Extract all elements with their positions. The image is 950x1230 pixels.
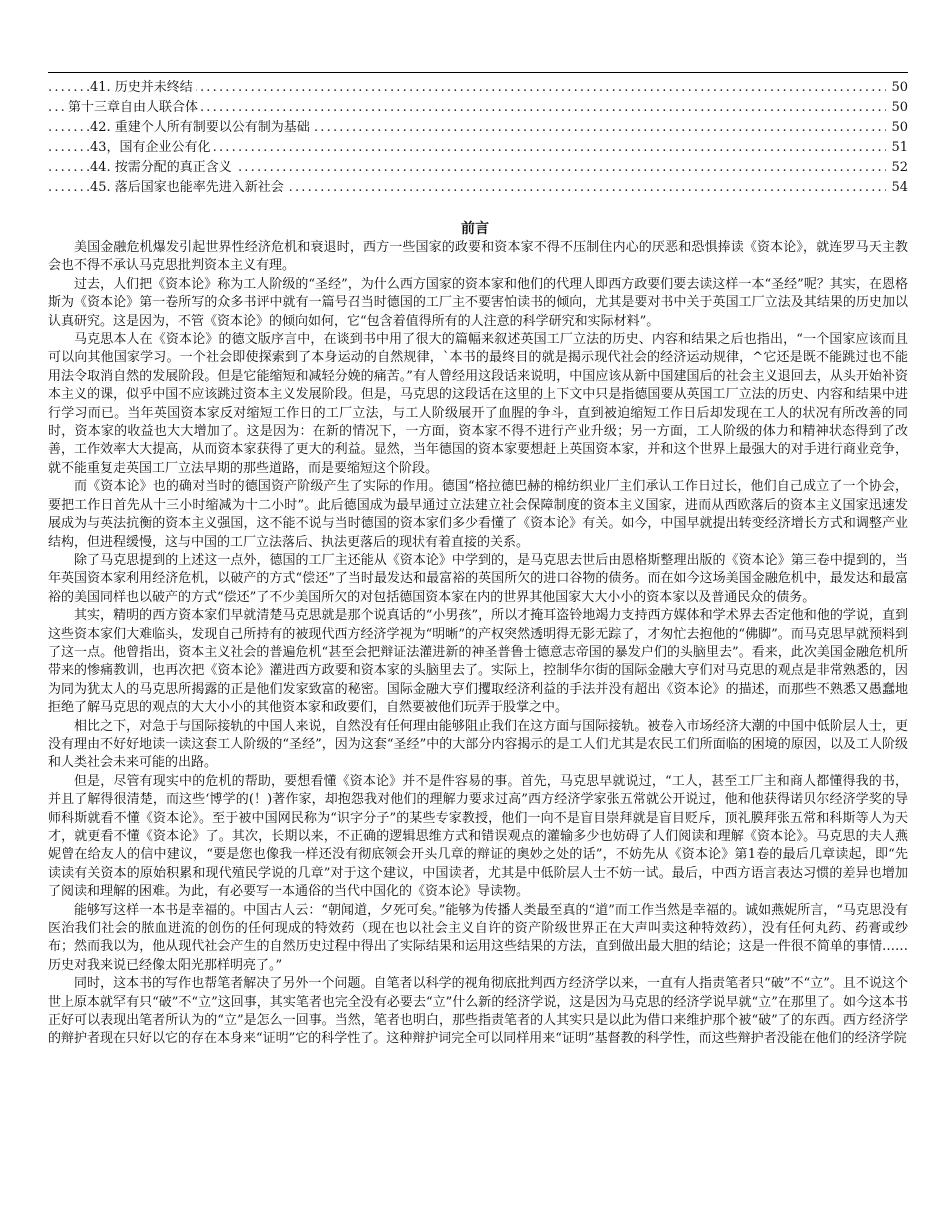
toc-entry-title: 41. 历史并未终结 xyxy=(90,78,196,98)
paragraph: 但是，尽管有现实中的危机的帮助，要想看懂《资本论》并不是件容易的事。首先，马克思早就说过，“工人，甚至工厂主和商人都懂得我的书，并且了解得很清楚，而这些‘博学的(！)著作家，却抱怨我对他们的理解力要求过高”西方经济学家张五常就公开说过，他和他获得诺贝尔经济学奖的导师科斯就看不懂《资本论》。至于被中国网民称为“识字分子”的某些专家教授，他们一向不是盲目崇拜就是盲目贬斥，顶礼膜拜张五常和科斯等人为天才，就更看不懂《资本论》了。其次，长期以来，不正确的逻辑思维方式和错误观点的灌输多少也妨碍了人们阅读和理解《资本论》。马克思的夫人燕妮曾在给友人的信中建议，“要是您也像我一样还没有彻底领会开头几章的辩证的奥妙之处的话”，不妨先从《资本论》第1卷的最后几章读起，即“先读读有关资本的原始积累和现代殖民学说的几章”对于这个建议，中国读者，尤其是中低阶层人士不妨一试。最后，中西方语言表达习惯的差异也增加了阅读和理解的困难。为此，有必要写一本通俗的当代中国化的《资本论》导读物。 xyxy=(48,773,908,900)
preface-body xyxy=(48,239,908,1049)
toc-entry-title: 第十三章自由人联合体 xyxy=(68,98,201,118)
paragraph: 而《资本论》也的确对当时的德国资产阶级产生了实际的作用。德国“格拉德巴赫的棉纺织业厂主们承认工作日过长，他们自己成立了一个协会，要把工作日首先从十三小时缩减为十二小时”。此后德国成为最早通过立法建立社会保障制度的资本主义国家，进而从西欧落后的资本主义国家迅速发展成为与英法抗衡的资本主义强国，这不能不说与当时德国的资本家们多少看懂了《资本论》有关。如今，中国早就提出转变经济增长方式和调整产业结构，但进程缓慢，这与中国的工厂立法落后、执法更落后的现状有着直接的关系。 xyxy=(48,479,908,550)
toc-entry[interactable] xyxy=(48,138,908,158)
toc-entry-page: 52 xyxy=(889,158,908,178)
toc-entry-title: 43，国有企业公有化 xyxy=(90,138,214,158)
toc-entry-page: 50 xyxy=(889,98,908,118)
toc-entry-page: 50 xyxy=(889,118,908,138)
toc-entry-title: 45. 落后国家也能率先进入新社会 xyxy=(90,178,287,198)
table-of-contents xyxy=(48,78,908,198)
toc-entry[interactable] xyxy=(48,178,908,198)
paragraph: 能够写这样一本书是幸福的。中国古人云：“朝闻道，夕死可矣。”能够为传播人类最至真的“道”而工作当然是幸福的。诚如燕妮所言，“马克思没有医治我们社会的脓血迸流的创伤的任何现成的特效药（现在也以社会主义自许的资产阶级世界正在大声叫卖这种特效药），没有任何丸药、药膏或纱布；然而我以为，他从现代社会产生的自然历史过程中得出了实际结果和运用这些结果的方法，直到做出最大胆的结论；这是一件很不简单的事情……历史对我来说已经像太阳光那样明亮了。” xyxy=(48,902,908,973)
toc-entry[interactable] xyxy=(48,118,908,138)
toc-entry[interactable] xyxy=(48,158,908,178)
paragraph: 马克思本人在《资本论》的德文版序言中，在谈到书中用了很大的篇幅来叙述英国工厂立法的历史、内容和结果之后也指出，“一个国家应该而且可以向其他国家学习。一个社会即使探索到了本身运动的自然规律，`本书的最终目的就是揭示现代社会的经济运动规律，^它还是既不能跳过也不能用法令取消自然的发展阶段。但是它能缩短和减轻分娩的痛苦。”有人曾经用这段话来说明，中国应该从新中国建国后的社会主义退回去，从头开始补资本主义的课，似乎中国不应该跳过资本主义发展阶段。但是，马克思的这段话在这里的上下文中只是指德国要从英国工厂立法的历史、内容和结果中进行学习而已。当年英国资本家反对缩短工作日的工厂立法，与工人阶级展开了血腥的争斗，直到被迫缩短工作日后却发现在工人的状况有所改善的同时，资本家的收益也大大增加了。这是因为：在新的情况下，一方面，资本家不得不进行产业升级；另一方面，工人阶级的体力和精神状态得到了改善，工作效率大大提高，从而资本家获得了更大的利益。显然，当年德国的资本家要想赶上英国资本家，并和这个世界上最强大的对手进行商业竞争，就不能重复走英国工厂立法早期的那些道路，而是要缩短这个阶段。 xyxy=(48,332,908,476)
section-title: 前言 xyxy=(461,221,489,237)
paragraph: 其实，精明的西方资本家们早就清楚马克思就是那个说真话的“小男孩”，所以才掩耳盗铃地竭力支持西方媒体和学术界去否定他和他的学说，直到这些资本家们大难临头，发现自己所持有的被现代西方经济学视为“明晰”的产权突然透明得无影无踪了，才匆忙去抱他的“佛脚”。而马克思早就预料到了这一点。他曾指出，资本主义社会的普遍危机“甚至会把辩证法灌进新的神圣普鲁士德意志帝国的暴发户们的头脑里去”。看来，此次美国金融危机所带来的惨痛教训，也再次把《资本论》灌进西方政要和资本家的头脑里去了。实际上，控制华尔街的国际金融大亨们对马克思的观点是非常熟悉的，因为同为犹太人的马克思所揭露的正是他们发家致富的秘密。国际金融大亨们攫取经济利益的手法并没有超出《资本论》的描述，而那些不熟悉又愚蠢地拒绝了解马克思的观点的大大小小的其他资本家和政要们，自然要被他们玩弄于股掌之中。 xyxy=(48,608,908,716)
paragraph: 同时，这本书的写作也帮笔者解决了另外一个问题。自笔者以科学的视角彻底批判西方经济学以来，一直有人指责笔者只“破”不“立”。且不说这个世上原本就罕有只“破”不“立”这回事，其实笔者也完全没有必要去“立”什么新的经济学说，这是因为马克思的经济学说早就“立”在那里了。如今这本书正好可以表现出笔者所认为的“立”是怎么一回事。当然，笔者也明白，那些指责笔者的人其实只是以此为借口来维护那个被“破”了的东西。西方经济学的辩护者现在只好以它的存在本身来“证明”它的科学性了。这种辩护词完全可以同样用来“证明”基督教的科学性，而这些辩护者没能在他们的经济学院 xyxy=(48,976,908,1047)
toc-entry-page: 51 xyxy=(889,138,908,158)
paragraph: 过去，人们把《资本论》称为工人阶级的“圣经”，为什么西方国家的资本家和他们的代理人即西方政要们要去读这样一本“圣经”呢？其实，在恩格斯为《资本论》第一卷所写的众多书评中就有一篇号召当时德国的工厂主不要害怕读书的倾向，尤其是要对书中关于英国工厂立法及其结果的历史加以认真研究。这是因为，不管《资本论》的倾向如何，它“包含着值得所有的人注意的科学研究和实际材料”。 xyxy=(48,276,908,329)
toc-entry-title: 42. 重建个人所有制要以公有制为基础 xyxy=(90,118,313,138)
toc-entry-page: 50 xyxy=(889,78,908,98)
header-rule xyxy=(48,72,908,73)
paragraph: 美国金融危机爆发引起世界性经济危机和衰退时，西方一些国家的政要和资本家不得不压制住内心的厌恶和恐惧捧读《资本论》，就连罗马天主教会也不得不承认马克思批判资本主义有理。 xyxy=(48,240,908,274)
toc-entry-page: 54 xyxy=(889,178,908,198)
toc-entry[interactable] xyxy=(48,78,908,98)
paragraph: 除了马克思提到的上述这一点外，德国的工厂主还能从《资本论》中学到的，是马克思去世后由恩格斯整理出版的《资本论》第三卷中提到的，当年英国资本家利用经济危机，以破产的方式“偿还”了当时最发达和最富裕的英国所欠的进口谷物的债务。而在如今这场美国金融危机中，最发达和最富裕的美国同样也以破产的方式“偿还”了不少美国所欠的对包括德国资本家在内的世界其他国家大大小小的资本家以及普通民众的债务。 xyxy=(48,552,908,605)
paragraph: 相比之下，对急于与国际接轨的中国人来说，自然没有任何理由能够阻止我们在这方面与国际接轨。被卷入市场经济大潮的中国中低阶层人士，更没有理由不好好地读一读这套工人阶级的“圣经”，因为这套“圣经”中的大部分内容揭示的是工人们尤其是农民工们所面临的困境的原因，以及工人阶级和人类社会未来可能的出路。 xyxy=(48,718,908,771)
toc-entry[interactable] xyxy=(48,98,908,118)
toc-entry-title: 44. 按需分配的真正含义 xyxy=(90,158,235,178)
